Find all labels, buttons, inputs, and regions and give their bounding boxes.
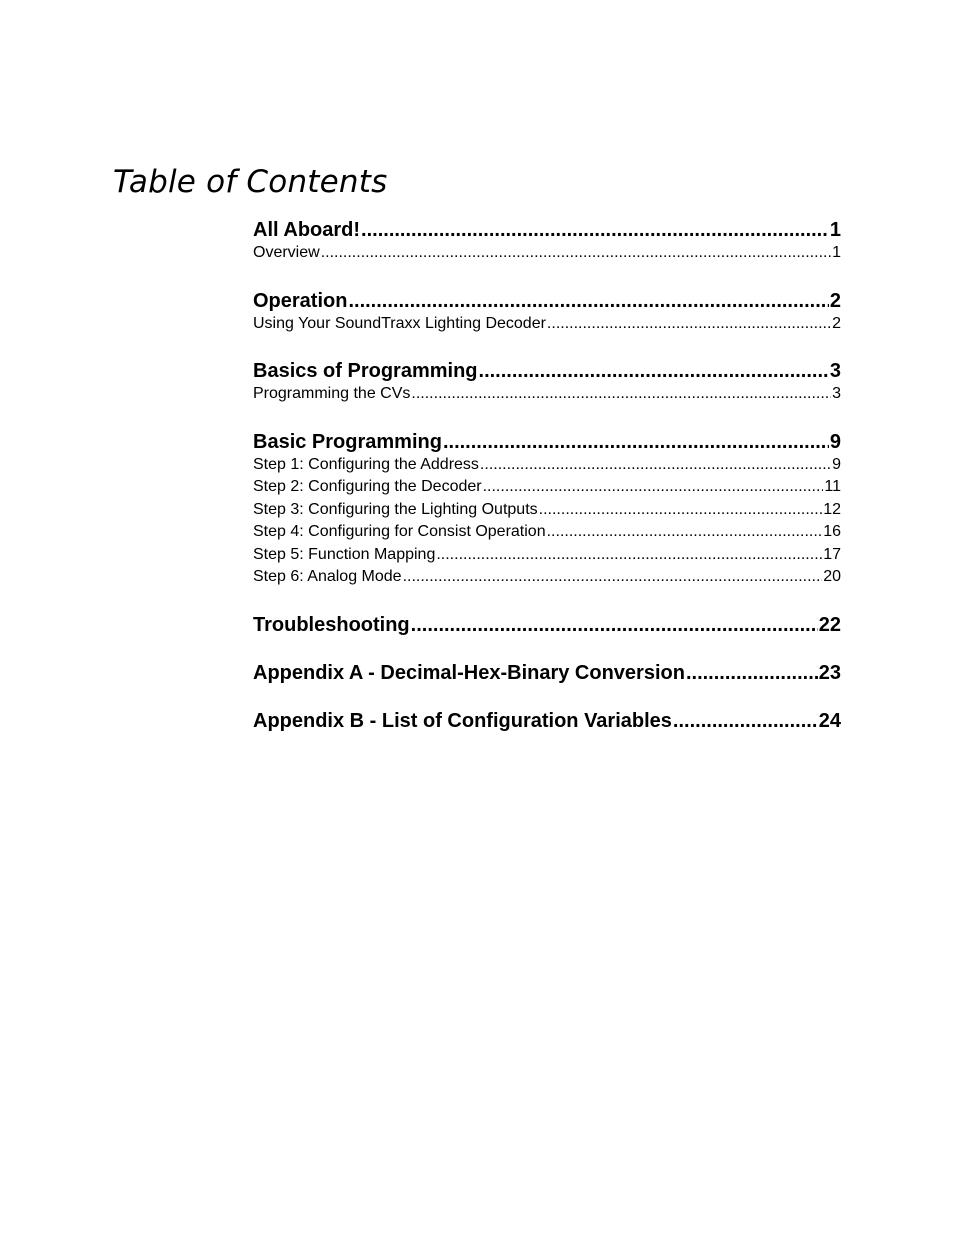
toc-entry-basic-programming[interactable] — [253, 430, 841, 454]
toc-page-number: 22 — [818, 613, 841, 636]
toc-subentry-using-decoder[interactable] — [253, 313, 841, 336]
dot-leader — [539, 499, 823, 522]
toc-subentry-label: Step 1: Configuring the Address — [253, 455, 479, 473]
dot-leader — [483, 476, 824, 499]
toc-subentry-overview[interactable] — [253, 242, 841, 265]
toc-subentry-step-2[interactable] — [253, 476, 841, 499]
toc-subentry-label: Step 4: Configuring for Consist Operation — [253, 523, 546, 540]
toc-subentry-label: Step 6: Analog Mode — [253, 568, 402, 585]
dot-leader — [686, 661, 818, 685]
toc-entry-label: Appendix B - List of Configuration Variables — [253, 709, 672, 732]
toc-entry-label: Basics of Programming — [253, 360, 478, 382]
toc-page-number: 1 — [829, 219, 841, 241]
toc-page-number: 1 — [832, 244, 841, 261]
toc-section-basics-of-programming — [253, 359, 841, 406]
toc-entry-troubleshooting[interactable] — [253, 613, 841, 637]
toc-page-number: 23 — [818, 661, 841, 684]
dot-leader — [403, 566, 823, 589]
toc-subentry-label: Overview — [253, 244, 320, 261]
dot-leader — [436, 544, 822, 567]
toc-subentry-step-3[interactable] — [253, 499, 841, 522]
toc-page-number: 3 — [832, 385, 841, 402]
toc-section-all-aboard — [253, 218, 841, 265]
toc-page-number: 24 — [818, 709, 841, 732]
dot-leader — [547, 521, 823, 544]
toc-entry-all-aboard[interactable] — [253, 218, 841, 242]
toc-subentry-programming-cvs[interactable] — [253, 383, 841, 406]
toc-section-troubleshooting — [253, 613, 841, 637]
dot-leader — [673, 709, 818, 733]
toc-page-number: 11 — [824, 478, 841, 495]
dot-leader — [411, 383, 831, 406]
toc-subentry-label: Using Your SoundTraxx Lighting Decoder — [253, 314, 546, 332]
dot-leader — [480, 454, 831, 477]
toc-entry-label: Troubleshooting — [253, 613, 410, 636]
toc-entry-label: Appendix A - Decimal-Hex-Binary Conversion — [253, 661, 685, 684]
toc-subentry-label: Step 5: Function Mapping — [253, 545, 436, 563]
toc-subentry-step-4[interactable] — [253, 521, 841, 544]
toc-entry-operation[interactable] — [253, 289, 841, 313]
toc-page-number: 20 — [823, 568, 841, 585]
toc-page-number: 2 — [829, 289, 841, 312]
toc-page-number: 2 — [832, 314, 841, 332]
toc-page-number: 16 — [823, 523, 841, 540]
toc-section-basic-programming — [253, 430, 841, 589]
toc-entry-appendix-a[interactable] — [253, 661, 841, 685]
table-of-contents — [253, 218, 841, 757]
toc-entry-label: Operation — [253, 289, 348, 312]
dot-leader — [348, 289, 828, 313]
toc-section-appendix-b — [253, 709, 841, 733]
page-title: Table of Contents — [113, 164, 388, 200]
dot-leader — [443, 430, 829, 454]
toc-page-number: 17 — [823, 545, 841, 563]
toc-subentry-step-6[interactable] — [253, 566, 841, 589]
dot-leader — [479, 359, 829, 383]
toc-subentry-step-5[interactable] — [253, 544, 841, 567]
toc-entry-appendix-b[interactable] — [253, 709, 841, 733]
toc-subentry-label: Step 2: Configuring the Decoder — [253, 478, 482, 495]
toc-subentry-label: Programming the CVs — [253, 385, 411, 402]
toc-entry-basics-of-programming[interactable] — [253, 359, 841, 383]
toc-subentry-label: Step 3: Configuring the Lighting Outputs — [253, 500, 538, 518]
toc-section-operation — [253, 289, 841, 336]
toc-subentry-step-1[interactable] — [253, 454, 841, 477]
toc-entry-label: All Aboard! — [253, 219, 361, 241]
toc-page-number: 12 — [823, 500, 841, 518]
toc-entry-label: Basic Programming — [253, 430, 442, 453]
toc-section-appendix-a — [253, 661, 841, 685]
toc-page-number: 9 — [829, 430, 841, 453]
dot-leader — [361, 218, 829, 242]
dot-leader — [321, 242, 831, 265]
toc-page-number: 9 — [832, 455, 841, 473]
dot-leader — [547, 313, 831, 336]
toc-page-number: 3 — [829, 360, 841, 382]
dot-leader — [411, 613, 818, 637]
